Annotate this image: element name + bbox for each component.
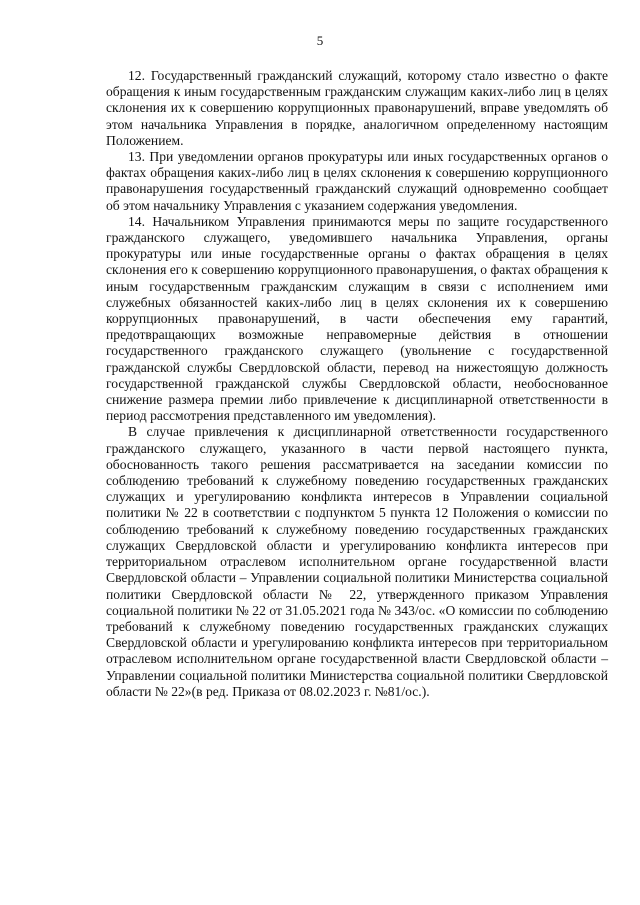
paragraph-item-12: 12. Государственный гражданский служащий, которому стало известно о факте обращения к иным государственным гражданским служащим каких-либо лиц в целях склонения их к совершению коррупционных правонарушений, вправе уведомлять об этом начальника Управления в порядке, аналогичном определенному настоящим Положением. [106,68,608,148]
page-number: 5 [316,33,324,48]
paragraph-disciplinary-case: В случае привлечения к дисциплинарной ответственности государственного гражданского служащего, указанного в части первой настоящего пункта, обоснованность такого решения рассматривается на заседании комиссии по соблюдению требований к служебному поведению государственных гражданских служащих и урегулированию конфликта интересов в Управлении социальной политики № 22 в соответствии с подпунктом 5 пункта 12 Положения о комиссии по соблюдению требований к служебному поведению государственных гражданских служащих Свердловской области и урегулированию конфликта интересов при территориальном отраслевом исполнительном органе государственной власти Свердловской области – Управлении социальной политики Министерства социальной политики Свердловской области № 22, утвержденного приказом Управления социальной политики № 22 от 31.05.2021 года № 343/ос. «О комиссии по соблюдению требований к служебному поведению государственных гражданских служащих Свердловской области и урегулированию конфликта интересов при территориальном отраслевом исполнительном органе государственной власти Свердловской области – Управлении социальной политики Министерства социальной политики Свердловской области № 22»(в ред. Приказа от 08.02.2023 г. №81/ос.). [106,424,608,699]
paragraph-item-14: 14. Начальником Управления принимаются меры по защите государственного гражданского служащего, уведомившего начальника Управления, органы прокуратуры или иные государственные органы о фактах обращения в целях склонения его к совершению коррупционного правонарушения, о фактах обращения к иным государственным гражданским служащим в связи с исполнением ими служебных обязанностей каких-либо лиц в целях склонения их к совершению коррупционных правонарушений, в части обеспечения ему гарантий, предотвращающих возможные неправомерные действия в отношении государственного гражданского служащего (увольнение с государственной гражданской службы Свердловской области, перевод на нижестоящую должность государственной гражданской службы Свердловской области, необоснованное снижение размера премии либо привлечение к дисциплинарной ответственности в период рассмотрения представленного им уведомления). [106,213,608,424]
document-body [106,68,608,700]
paragraph-item-13: 13. При уведомлении органов прокуратуры или иных государственных органов о фактах обращения каких-либо лиц в целях склонения к совершению коррупционного правонарушения государственный гражданский служащий одновременно сообщает об этом начальнику Управления с указанием содержания уведомления. [106,149,608,213]
